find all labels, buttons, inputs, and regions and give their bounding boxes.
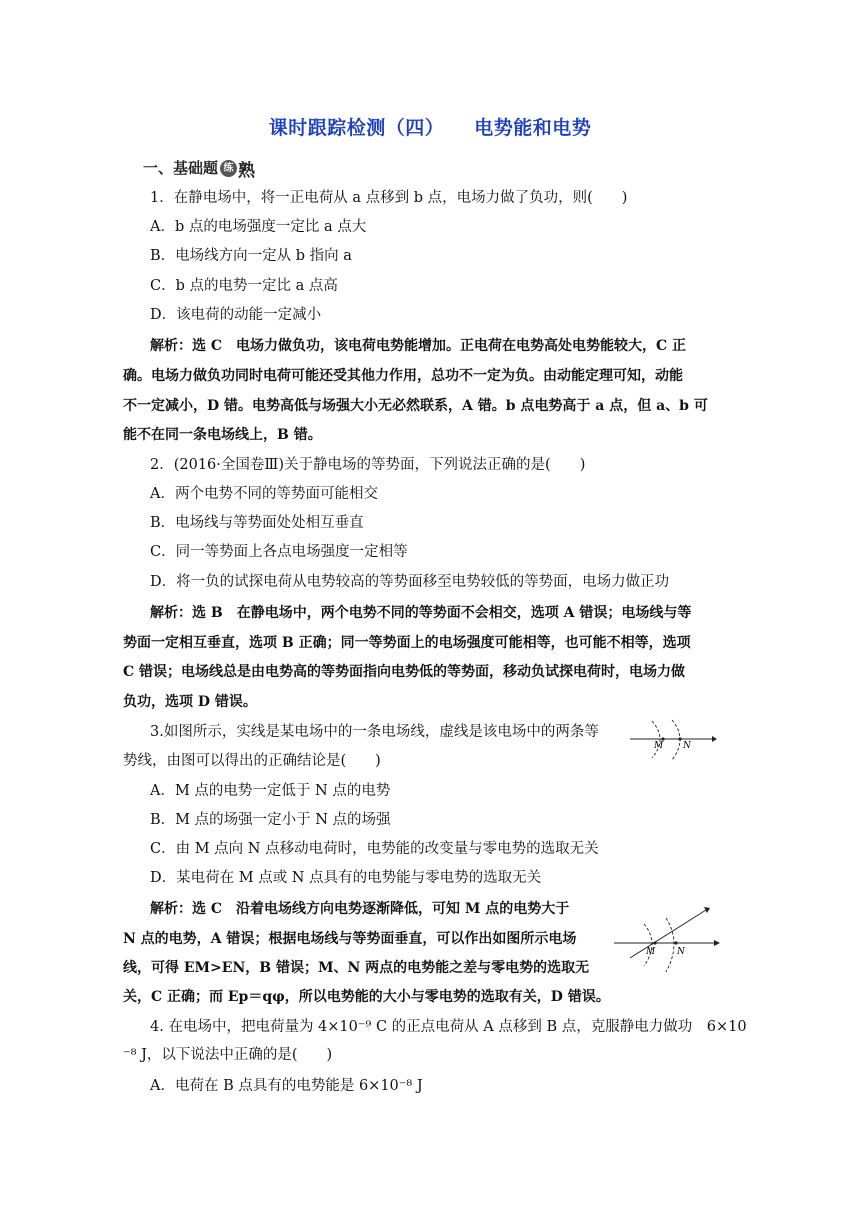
q3-analysis-line: 关，C 正确；而 Ep＝qφ，所以电势能的大小与零电势的选取有关，D 错误。 [123, 989, 610, 1005]
title-sub: 电势能和电势 [474, 117, 592, 139]
q1-option-c: C．b 点的电势一定比 a 点高 [150, 278, 338, 294]
figure-label-m: M [654, 741, 664, 751]
question-3: 3.如图所示，实线是某电场中的一条电场线，虚线是该电场中的两条等 [150, 724, 599, 740]
q1-option-a: A．b 点的电场强度一定比 a 点大 [150, 219, 367, 235]
q2-option-a: A．两个电势不同的等势面可能相交 [150, 486, 378, 502]
figure-label-n: N [683, 741, 691, 751]
q3-option-d: D．某电荷在 M 点或 N 点具有的电势能与零电势的选取无关 [150, 870, 542, 886]
title-main: 课时跟踪检测（四） [268, 117, 445, 139]
section-suffix: 熟 [238, 161, 256, 181]
field-line-figure [626, 718, 718, 764]
q1-option-d: D．该电荷的动能一定减小 [150, 307, 322, 323]
q1-option-b: B．电场线方向一定从 b 指向 a [150, 248, 352, 264]
q2-option-b: B．电场线与等势面处处相互垂直 [150, 515, 364, 531]
section-heading [143, 156, 255, 181]
field-line-figure-answer [610, 902, 722, 976]
q3-option-b: B．M 点的场强一定小于 N 点的场强 [150, 812, 391, 828]
q2-analysis-line: 负功，选项 D 错误。 [123, 694, 257, 710]
q2-analysis-line: 解析：选 B 在静电场中，两个电势不同的等势面不会相交，选项 A 错误；电场线与等 [150, 605, 692, 621]
figure2-label-n: N [677, 947, 685, 957]
question-4: 4. 在电场中，把电荷量为 4×10⁻⁹ C 的正点电荷从 A 点移到 B 点，克服静电力做功 6×10 [150, 1019, 747, 1035]
q3-analysis-line: N 点的电势，A 错误；根据电场线与等势面垂直，可以作出如图所示电场 [123, 931, 577, 947]
q1-analysis-line: 确。电场力做负功同时电荷可能还受其他力作用，总功不一定为负。由动能定理可知，动能 [123, 368, 683, 384]
question-3-cont: 势线，由图可以得出的正确结论是( ) [123, 753, 381, 769]
q1-analysis-line: 解析：选 C 电场力做负功，该电荷电势能增加。正电荷在电势高处电势能较大，C 正 [150, 338, 687, 354]
q3-option-a: A．M 点的电势一定低于 N 点的电势 [150, 783, 391, 799]
question-1: 1．在静电场中，将一正电荷从 a 点移到 b 点，电场力做了负功，则( ) [150, 190, 628, 206]
q3-analysis-line: 线，可得 EM>EN，B 错误；M、N 两点的电势能之差与零电势的选取无 [123, 960, 590, 976]
question-4-cont: ⁻⁸ J，以下说法中正确的是( ) [123, 1047, 333, 1063]
q4-option-a: A．电荷在 B 点具有的电势能是 6×10⁻⁸ J [150, 1078, 423, 1094]
q3-option-c: C．由 M 点向 N 点移动电荷时，电势能的改变量与零电势的选取无关 [150, 841, 599, 857]
section-label: 一、基础题 [143, 159, 219, 177]
question-2: 2．(2016·全国卷Ⅲ)关于静电场的等势面，下列说法正确的是( ) [150, 457, 586, 473]
figure2-label-m: M [646, 947, 656, 957]
page-title [0, 113, 860, 140]
practice-badge-icon: 练 [220, 160, 237, 177]
q2-analysis-line: 势面一定相互垂直，选项 B 正确；同一等势面上的电场强度可能相等，也可能不相等，选项 [123, 635, 691, 651]
q2-option-c: C．同一等势面上各点电场强度一定相等 [150, 544, 408, 560]
q2-option-d: D．将一负的试探电荷从电势较高的等势面移至电势较低的等势面，电场力做正功 [150, 574, 670, 590]
q2-analysis-line: C 错误；电场线总是由电势高的等势面指向电势低的等势面，移动负试探电荷时，电场力做 [123, 664, 686, 680]
q1-analysis-line: 不一定减小，D 错。电势高低与场强大小无必然联系，A 错。b 点电势高于 a 点，但 a、b 可 [123, 398, 708, 414]
q1-analysis-line: 能不在同一条电场线上，B 错。 [123, 427, 322, 443]
q3-analysis-line: 解析：选 C 沿着电场线方向电势逐渐降低，可知 M 点的电势大于 [150, 901, 570, 917]
